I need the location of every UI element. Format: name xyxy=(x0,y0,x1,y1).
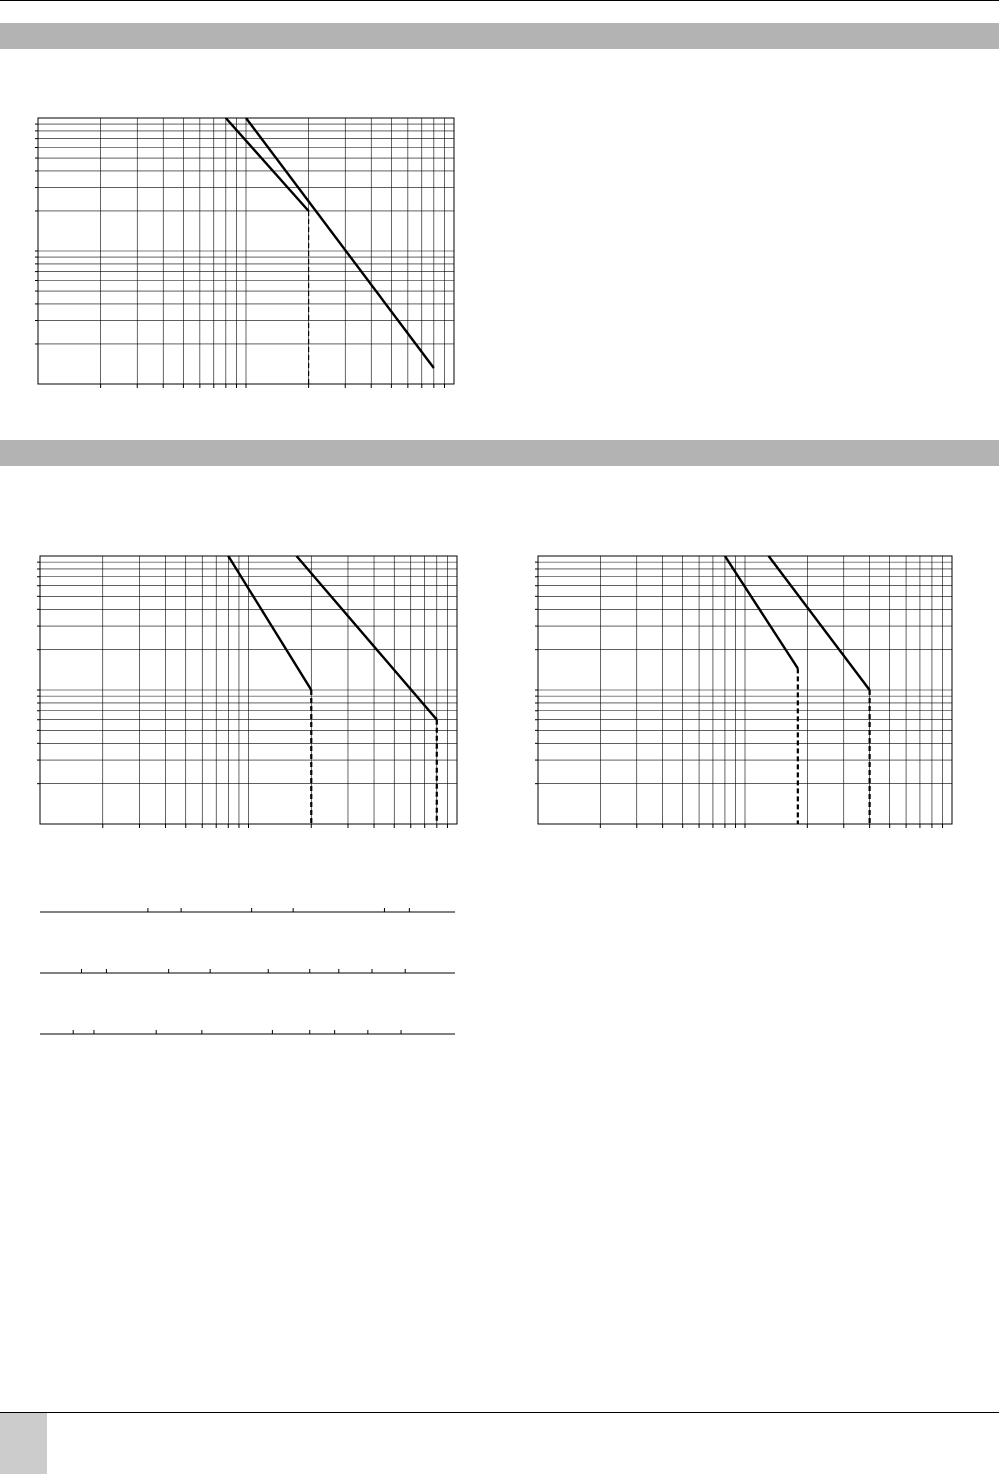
section-header-band-2 xyxy=(0,440,999,466)
series-line-2 xyxy=(769,556,870,690)
series-line-1 xyxy=(725,556,798,668)
page-corner-box xyxy=(0,1413,47,1474)
top-rule xyxy=(0,0,999,1)
conversion-scales xyxy=(40,900,455,1040)
series-line-2 xyxy=(246,118,434,368)
chart-3 xyxy=(538,556,952,824)
series-line-1 xyxy=(228,556,311,690)
bottom-rule xyxy=(0,1412,999,1413)
chart-1 xyxy=(38,118,454,384)
series-line-2 xyxy=(297,556,437,720)
section-header-band-1 xyxy=(0,23,999,49)
series-line-1 xyxy=(226,118,309,211)
chart-2 xyxy=(40,556,457,824)
